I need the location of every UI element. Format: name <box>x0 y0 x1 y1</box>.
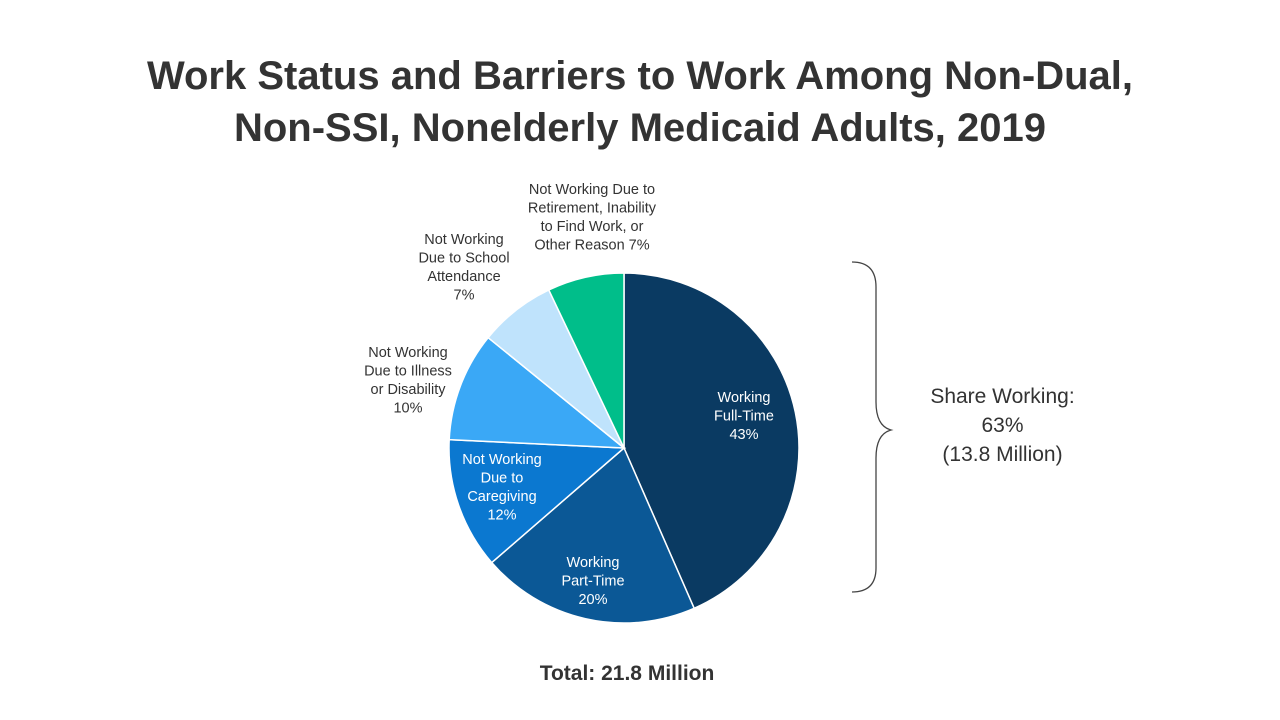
share-working-callout <box>900 382 1105 469</box>
slice-label-5: Not Working Due to Retirement, Inability to Find Work, or Other Reason 7% <box>527 182 657 254</box>
callout-line-1: Share Working: <box>930 385 1075 408</box>
callout-line-2: 63% <box>981 414 1024 437</box>
callout-line-3: (13.8 Million) <box>942 443 1063 466</box>
slice-label-2: Not Working Due to Caregiving 12% <box>462 452 542 524</box>
share-working-brace <box>852 262 891 592</box>
chart-title-line-1: Work Status and Barriers to Work Among Non-Dual, <box>146 54 1134 98</box>
slice-label-3: Not Working Due to Illness or Disability 10% <box>364 345 452 417</box>
slice-label-1: Working Part-Time 20% <box>561 555 625 608</box>
chart-title-line-2: Non-SSI, Nonelderly Medicaid Adults, 2019 <box>233 106 1047 150</box>
total-label: Total: 21.8 Million <box>539 662 715 685</box>
slice-label-4: Not Working Due to School Attendance 7% <box>418 232 510 304</box>
slice-label-0: Working Full-Time 43% <box>714 390 774 443</box>
pie-slices <box>449 273 799 623</box>
